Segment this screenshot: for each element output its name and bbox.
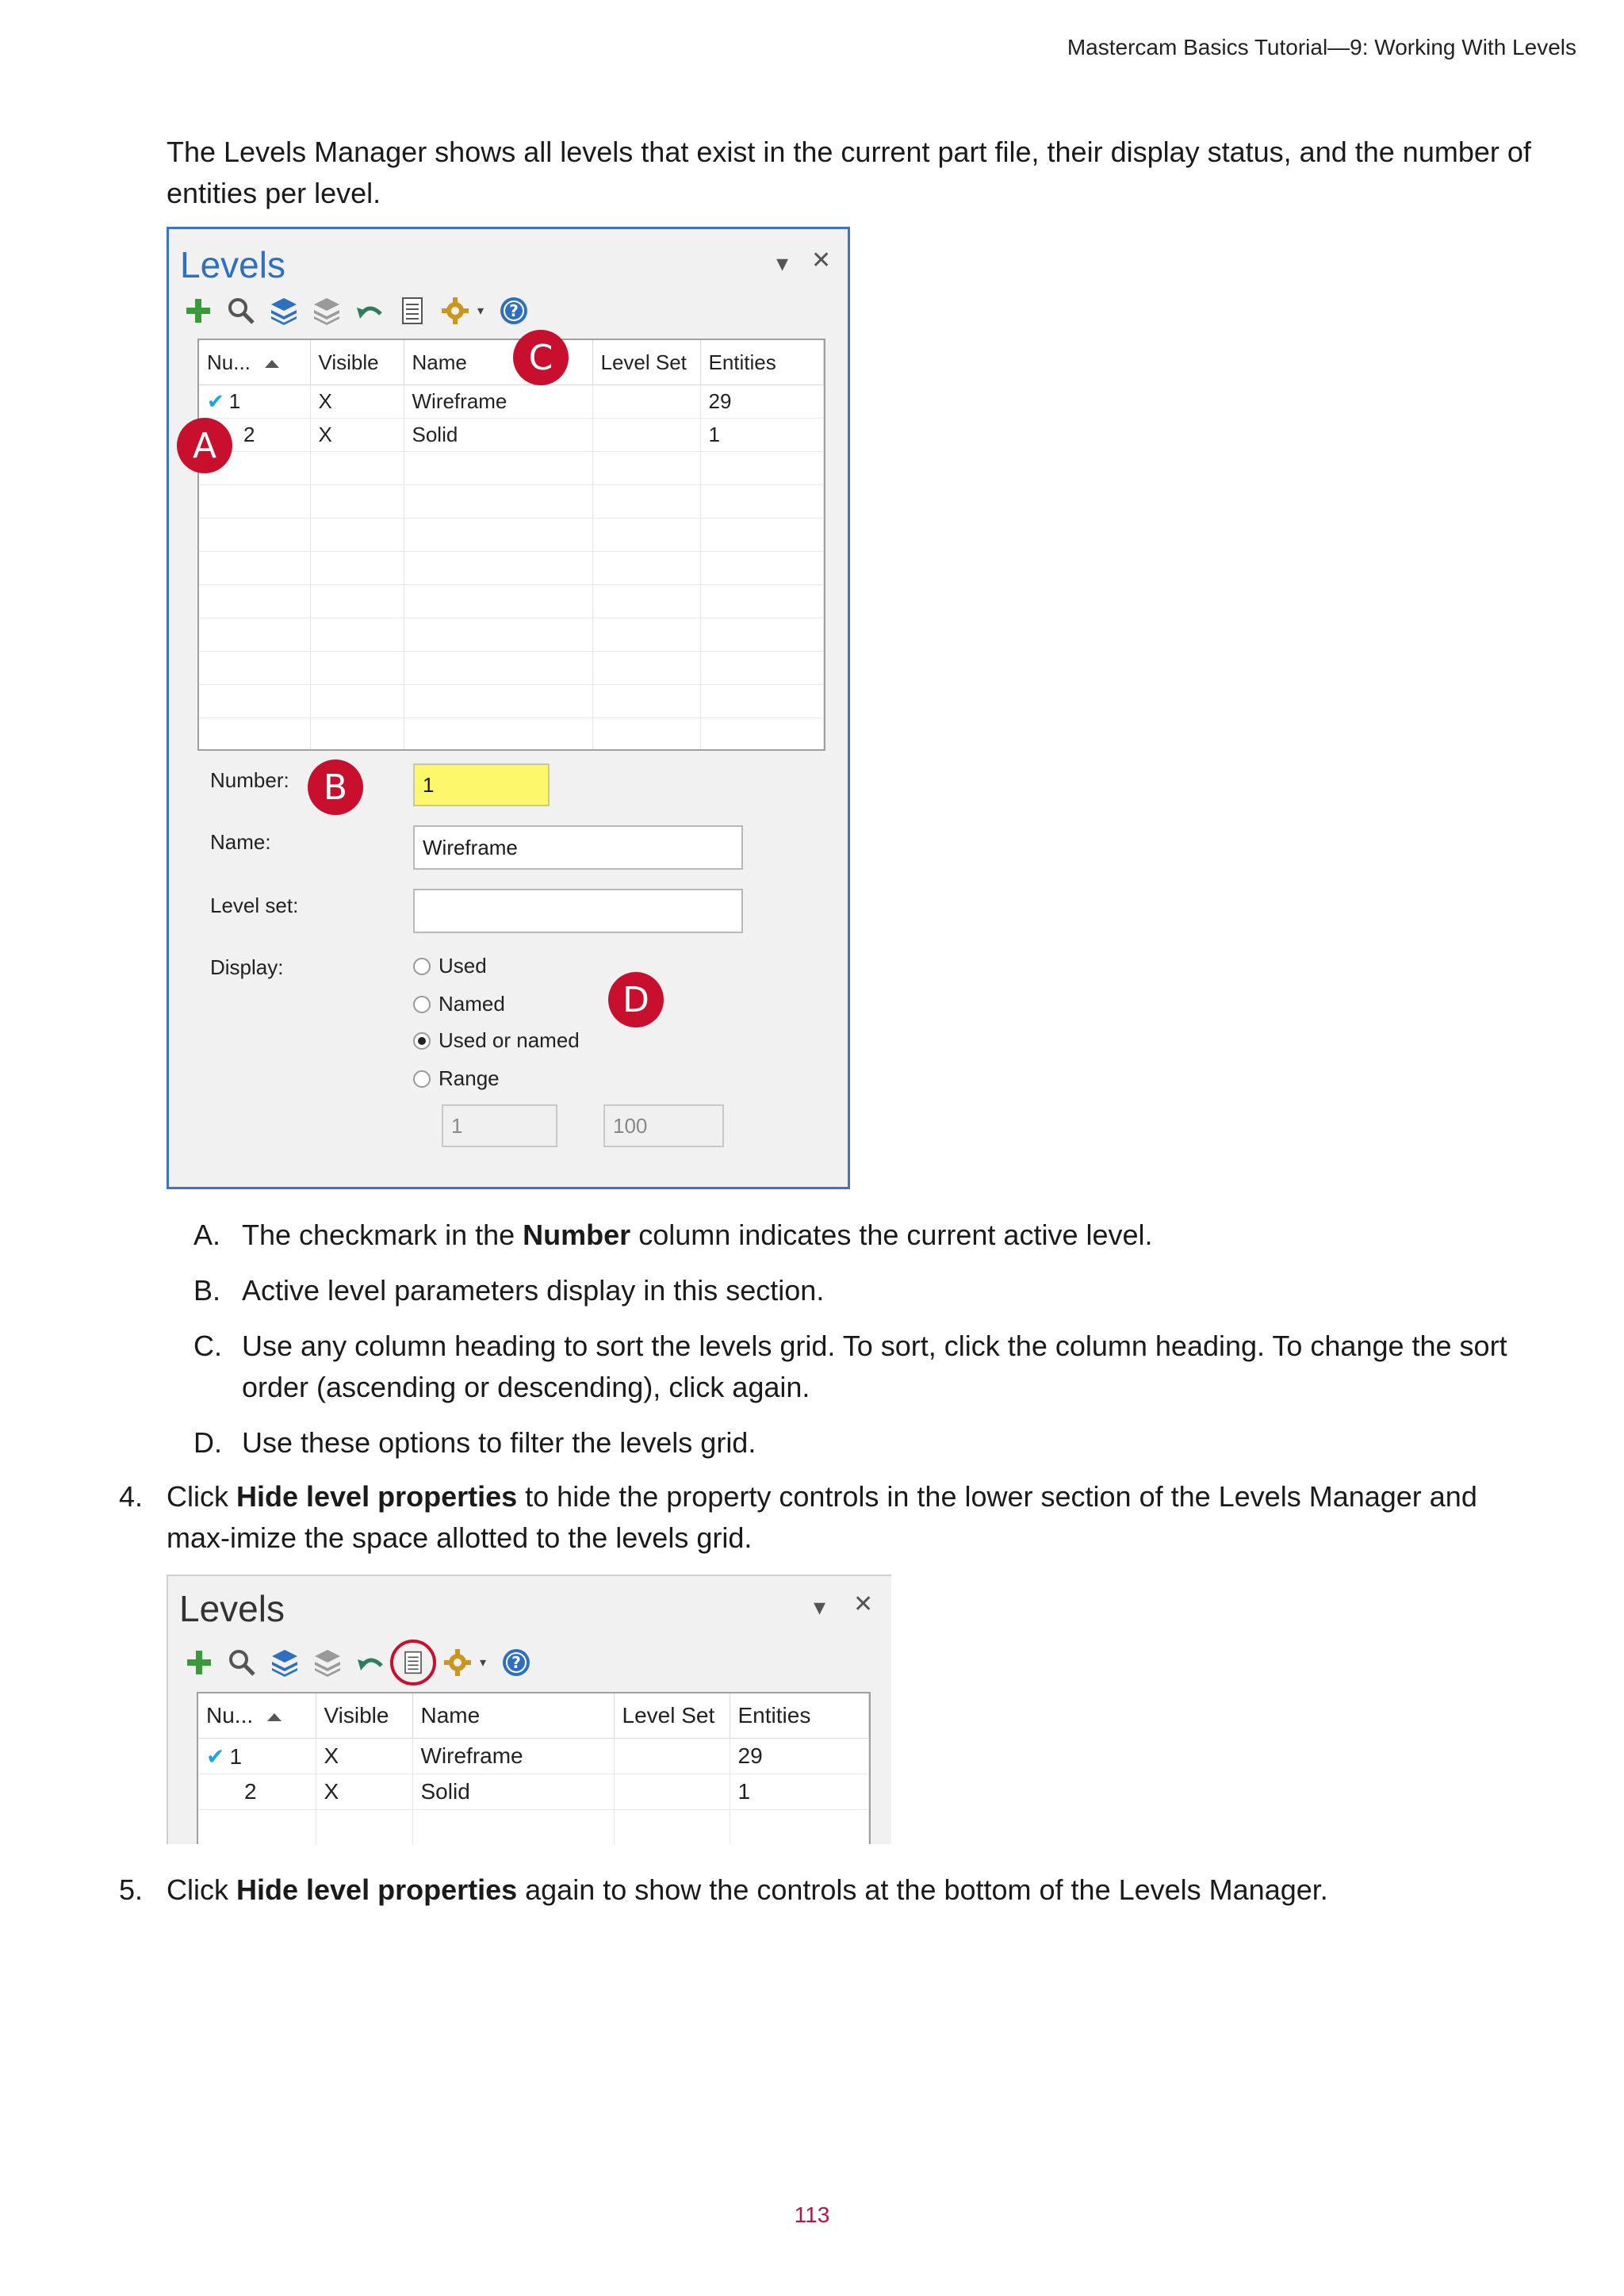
find-level-icon[interactable] <box>225 1646 259 1679</box>
levels-panel-full <box>167 227 850 1189</box>
column-header-level-set[interactable]: Level Set <box>592 340 700 385</box>
active-level-check-icon: ✔ <box>206 1743 225 1769</box>
intro-paragraph: The Levels Manager shows all levels that exist in the current part file, their display status, and the number of entities per level. <box>167 136 1531 209</box>
panel-close-icon[interactable]: ✕ <box>853 1591 874 1617</box>
levels-panel-collapsed <box>167 1575 891 1844</box>
step-5: 5. Click Hide level properties again to show the controls at the bottom of the Levels Manager. <box>119 1873 1328 1906</box>
levels-toolbar <box>182 294 540 327</box>
column-header-level-set[interactable]: Level Set <box>614 1693 730 1739</box>
empty-row <box>199 718 824 752</box>
levels-toolbar <box>182 1640 542 1686</box>
level-set-cell <box>592 385 700 419</box>
undo-icon[interactable] <box>353 294 386 327</box>
display-label: Display: <box>210 955 284 979</box>
help-icon[interactable] <box>497 294 530 327</box>
column-header-name[interactable]: Name <box>412 1693 614 1739</box>
visible-cell[interactable]: X <box>310 385 404 419</box>
name-cell: Wireframe <box>404 385 592 419</box>
note-a: A. The checkmark in the Number column indicates the current active level. <box>193 1219 1153 1251</box>
note-c: C. Use any column heading to sort the levels grid. To sort, click the column heading. To change the sort order (ascending or descending), click again. <box>193 1330 1507 1403</box>
range-from-field[interactable]: 1 <box>442 1104 557 1147</box>
entities-cell: 29 <box>730 1739 869 1774</box>
empty-row <box>199 585 824 618</box>
range-to-field[interactable]: 100 <box>603 1104 724 1147</box>
column-header-number[interactable]: Nu... <box>199 340 310 385</box>
table-row[interactable]: ✔ 1 X Wireframe 29 <box>198 1739 869 1774</box>
empty-row <box>199 618 824 652</box>
page-number: 113 <box>794 2202 830 2227</box>
name-label: Name: <box>210 830 271 854</box>
display-range-radio[interactable]: Range <box>413 1066 500 1091</box>
levels-grid <box>197 1692 871 1844</box>
all-levels-off-icon[interactable] <box>310 294 343 327</box>
running-header: Mastercam Basics Tutorial—9: Working With Levels <box>1067 35 1576 59</box>
all-levels-on-icon[interactable] <box>268 1646 301 1679</box>
level-set-cell <box>592 419 700 452</box>
display-used-radio[interactable]: Used <box>413 954 487 978</box>
undo-icon[interactable] <box>354 1646 387 1679</box>
all-levels-on-icon[interactable] <box>267 294 301 327</box>
entities-cell: 1 <box>730 1774 869 1810</box>
display-named-radio[interactable]: Named <box>413 992 505 1016</box>
hide-level-properties-icon[interactable] <box>390 1640 436 1686</box>
panel-close-icon[interactable]: ✕ <box>811 247 832 274</box>
settings-gear-icon[interactable] <box>439 294 472 327</box>
all-levels-off-icon[interactable] <box>311 1646 344 1679</box>
help-icon[interactable] <box>500 1646 533 1679</box>
levels-grid <box>197 339 825 751</box>
callout-a: A <box>177 418 232 473</box>
empty-row <box>198 1810 869 1845</box>
note-b: B. Active level parameters display in this section. <box>193 1274 825 1307</box>
sort-ascending-icon <box>265 360 279 368</box>
settings-gear-icon[interactable] <box>441 1646 474 1679</box>
number-label: Number: <box>210 768 289 792</box>
empty-row <box>199 552 824 585</box>
table-row[interactable]: ✔ 1 X Wireframe 29 <box>199 385 824 419</box>
table-row[interactable]: 2 X Solid 1 <box>198 1774 869 1810</box>
add-level-icon[interactable] <box>182 294 215 327</box>
panel-title: Levels <box>179 1588 285 1629</box>
name-cell: Wireframe <box>412 1739 614 1774</box>
column-header-visible[interactable]: Visible <box>316 1693 412 1739</box>
panel-dropdown-icon[interactable]: ▾ <box>776 251 789 277</box>
empty-row <box>199 685 824 718</box>
column-header-entities[interactable]: Entities <box>700 340 824 385</box>
empty-row <box>199 519 824 552</box>
hide-level-properties-icon[interactable] <box>396 294 429 327</box>
svg-text:?: ? <box>509 301 519 320</box>
entities-cell: 29 <box>700 385 824 419</box>
level-set-field[interactable] <box>413 889 743 933</box>
visible-cell[interactable]: X <box>316 1774 412 1810</box>
column-header-entities[interactable]: Entities <box>730 1693 869 1739</box>
find-level-icon[interactable] <box>224 294 258 327</box>
number-field[interactable]: 1 <box>413 763 550 806</box>
column-header-visible[interactable]: Visible <box>310 340 404 385</box>
level-set-label: Level set: <box>210 894 299 917</box>
entities-cell: 1 <box>700 419 824 452</box>
display-used-or-named-radio[interactable]: Used or named <box>413 1028 580 1053</box>
table-row[interactable]: 2 X Solid 1 <box>199 419 824 452</box>
column-header-name[interactable]: Name <box>404 340 592 385</box>
settings-dropdown-icon[interactable]: ▾ <box>479 1656 487 1670</box>
empty-row <box>199 652 824 685</box>
name-cell: Solid <box>404 419 592 452</box>
sort-ascending-icon <box>267 1713 282 1721</box>
note-d: D. Use these options to filter the levels grid. <box>193 1426 756 1459</box>
callout-b: B <box>308 760 363 815</box>
active-level-check-icon: ✔ <box>207 389 224 413</box>
callout-d: D <box>608 972 664 1027</box>
name-field[interactable]: Wireframe <box>413 825 743 870</box>
name-cell: Solid <box>412 1774 614 1810</box>
empty-row <box>199 485 824 519</box>
visible-cell[interactable]: X <box>316 1739 412 1774</box>
panel-title: Levels <box>180 244 285 285</box>
svg-text:?: ? <box>511 1653 521 1672</box>
callout-c: C <box>513 330 569 385</box>
settings-dropdown-icon[interactable]: ▾ <box>477 304 485 318</box>
step-4: 4. Click Hide level properties to hide the property controls in the lower section of the Levels Manager and max-imize the space allotted to the levels grid. <box>119 1480 1477 1554</box>
column-header-number[interactable]: Nu... <box>198 1693 316 1739</box>
empty-row <box>199 452 824 485</box>
panel-dropdown-icon[interactable]: ▾ <box>814 1594 826 1621</box>
level-set-cell <box>614 1739 730 1774</box>
level-set-cell <box>614 1774 730 1810</box>
callout-notes <box>193 1215 1542 1478</box>
add-level-icon[interactable] <box>182 1646 216 1679</box>
visible-cell[interactable]: X <box>310 419 404 452</box>
